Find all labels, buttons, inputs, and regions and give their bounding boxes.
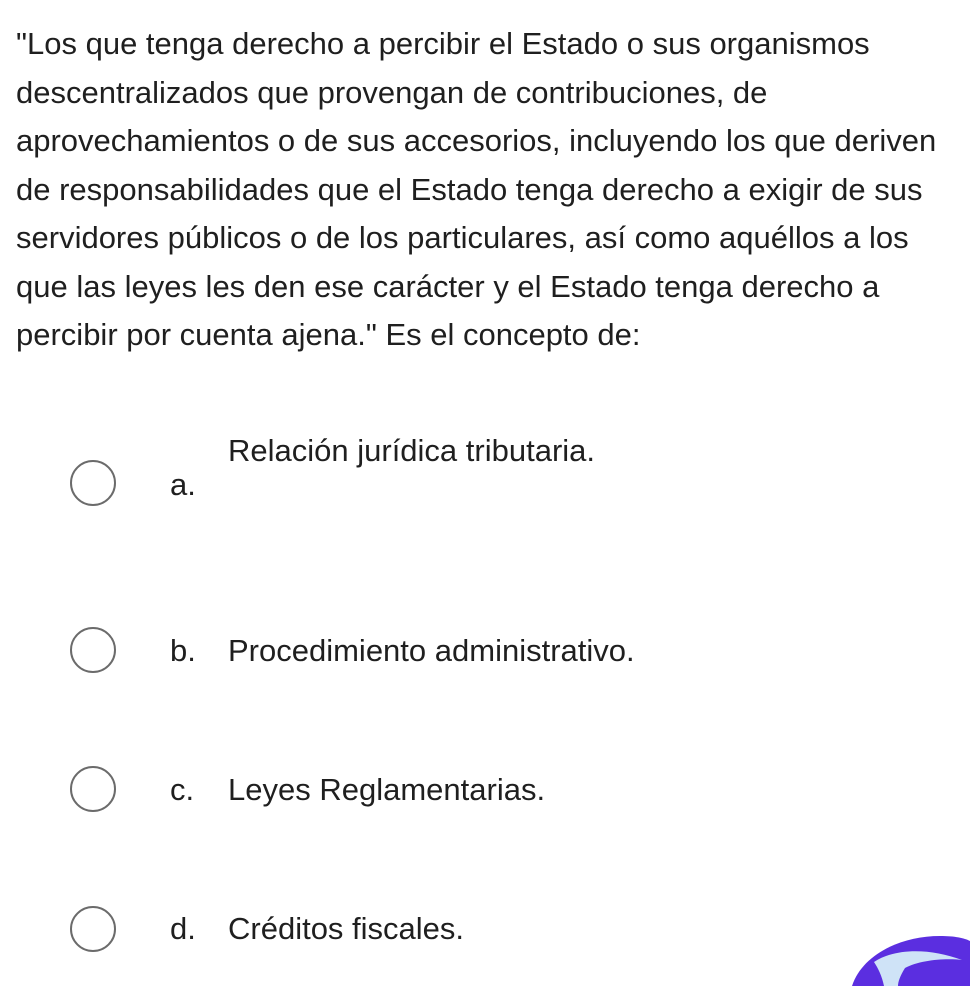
option-letter: b. <box>170 633 196 668</box>
option-letter: d. <box>170 911 196 946</box>
option-b[interactable] <box>0 620 940 680</box>
option-text: Procedimiento administrativo. <box>228 633 635 668</box>
option-a[interactable] <box>0 433 940 502</box>
option-d[interactable] <box>0 899 940 959</box>
radio-button-icon[interactable] <box>70 906 116 952</box>
radio-button-icon[interactable] <box>70 627 116 673</box>
option-text: Créditos fiscales. <box>228 911 465 946</box>
option-text: Relación jurídica tributaria. <box>228 433 596 468</box>
option-text: Leyes Reglamentarias. <box>228 772 546 807</box>
question-text: "Los que tenga derecho a percibir el Estado o sus organismos descentralizados que provengan de contribuciones, de aprovechamientos o de sus accesorios, incluyendo los que deriven de responsabilidades que el Estado tenga derecho a exigir de sus servidores públicos o de los particulares, así como aquéllos a los que las leyes les den ese carácter y el Estado tenga derecho a percibir por cuenta ajena." Es el concepto de: <box>16 26 937 352</box>
radio-button-icon[interactable] <box>70 460 116 506</box>
option-c[interactable] <box>0 759 940 819</box>
option-letter: c. <box>170 772 195 807</box>
option-letter: a. <box>170 467 196 502</box>
radio-button-icon[interactable] <box>70 766 116 812</box>
